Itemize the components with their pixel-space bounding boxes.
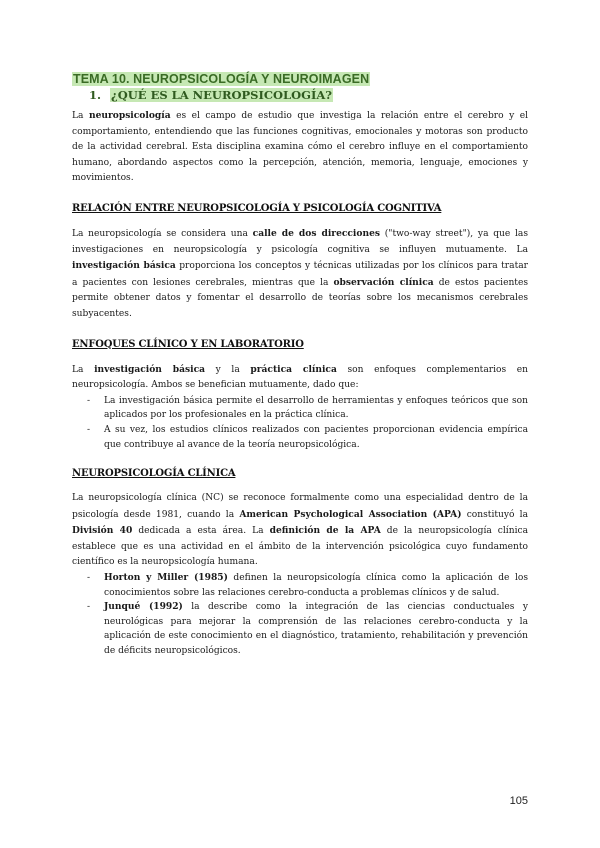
enfoques-paragraph: La investigación básica y la práctica clínica son enfoques complementarios en neuropsicología. Ambos se benefician mutuamente, dado que: [72, 363, 528, 391]
document-title: TEMA 10. NEUROPSICOLOGÍA Y NEUROIMAGEN [73, 72, 370, 86]
page-number: 105 [509, 795, 528, 807]
document-page [72, 72, 528, 659]
enfoques-list [72, 394, 528, 452]
intro-paragraph: La neuropsicología es el campo de estudio que investiga la relación entre el cerebro y el comportamiento, entendiendo que las funciones cognitivas, emocionales y motoras son producto de la actividad cerebral. Esta disciplina examina cómo el cerebro influye en el comportamiento humano, abordando aspectos como la percepción, atención, memoria, lenguaje, emociones y movimientos. [72, 110, 528, 184]
relacion-paragraph: La neuropsicología se considera una calle de dos direcciones ("two-way street"), ya que las investigaciones en neuropsicología y psicología cognitiva se influyen mutuamente. La investigación básica proporciona los conceptos y técnicas utilizadas por los clínicos para tratar a pacientes con lesiones cerebrales, mientras que la observación clínica de estos pacientes permite obtener datos y fomentar el desarrollo de teorías sobre los mecanismos cerebrales subyacentes. [72, 227, 529, 319]
list-item: - Horton y Miller (1985) definen la neuropsicología clínica como la aplicación de los conocimientos sobre las relaciones cerebro-conducta a problemas clínicos y de salud. [72, 571, 528, 600]
list-item: - A su vez, los estudios clínicos realizados con pacientes proporcionan evidencia empírica que contribuye al avance de la teoría neuropsicológica. [72, 423, 528, 452]
relacion-heading: RELACIÓN ENTRE NEUROPSICOLOGÍA Y PSICOLOGÍA COGNITIVA [72, 202, 442, 214]
section-number: 1. [89, 88, 102, 102]
list-item: - La investigación básica permite el desarrollo de herramientas y enfoques teóricos que son aplicados por los profesionales en la práctica clínica. [72, 394, 528, 423]
enfoques-heading: ENFOQUES CLÍNICO Y EN LABORATORIO [72, 338, 304, 350]
section-title-text: ¿QUÉ ES LA NEUROPSICOLOGÍA? [111, 88, 333, 102]
clinica-paragraph: La neuropsicología clínica (NC) se reconoce formalmente como una especialidad dentro de la psicología desde 1981, cuando la American Psychological Association (APA) constituyó la División 40 dedicada a esta área. La definición de la APA de la neuropsicología clínica establece que es una actividad en el ámbito de la intervención psicológica cuyo fundamento científico es la neuropsicología humana. [72, 493, 528, 568]
list-item: - Junqué (1992) la describe como la integración de las ciencias conductuales y neurológicas para mejorar la comprensión de las relaciones cerebro-conducta y la aplicación de este conocimiento en el diagnóstico, tratamiento, rehabilitación y prevención de déficits neuropsicológicos. [72, 600, 528, 658]
clinica-list [72, 571, 528, 659]
section-title [88, 88, 528, 102]
clinica-heading: NEUROPSICOLOGÍA CLÍNICA [72, 468, 236, 480]
